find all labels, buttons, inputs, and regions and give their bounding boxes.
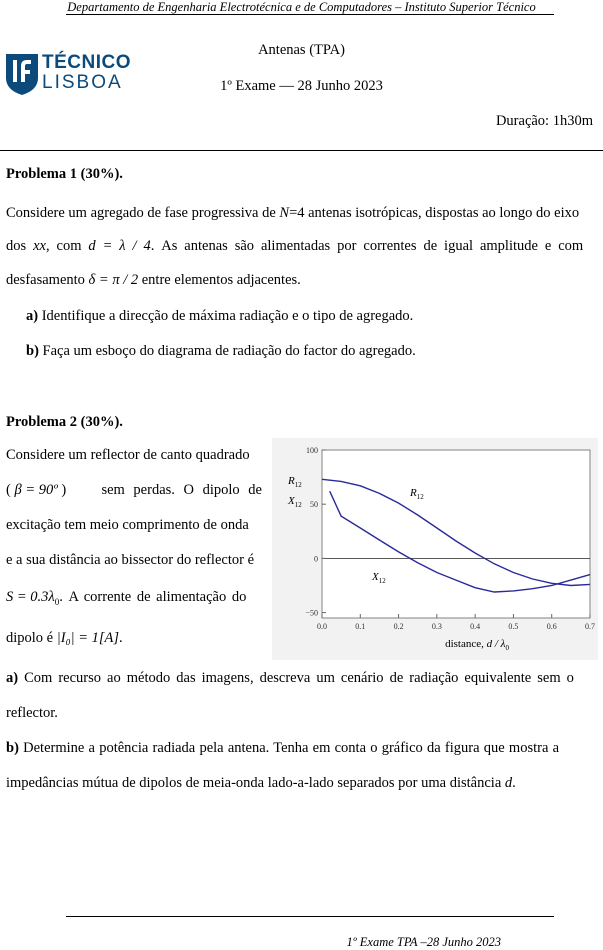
math-d: d <box>504 775 513 791</box>
inline-label-x12: $X_{12}$ <box>372 571 386 585</box>
problem2-line2 <box>6 482 262 499</box>
math-eq: =4 <box>289 205 305 221</box>
item-label: a) <box>26 308 39 324</box>
x-tick-label: 0.7 <box>585 622 595 631</box>
text: desfasamento <box>6 272 89 288</box>
footer-rule <box>66 916 554 917</box>
logo-line2: LISBOA <box>42 72 123 93</box>
logo-line1: TÉCNICO <box>42 52 131 73</box>
math-I0: |I₀| = 1[A] <box>56 630 120 646</box>
problem1-line2 <box>6 238 598 255</box>
axis-name: xx <box>33 238 46 254</box>
item-text: Com recurso ao método das imagens, descreva um cenário de radiação equivalente sem o <box>18 670 574 686</box>
item-label: a) <box>6 670 19 686</box>
y-tick-label: 50 <box>310 500 318 510</box>
text: impedâncias mútua de dipolos de meia-onda lado-a-lado separados por uma distância <box>6 775 505 791</box>
math-N: N <box>279 205 290 221</box>
course-title: Antenas (TPA) <box>258 42 345 58</box>
problem2-b-line1 <box>6 740 602 757</box>
text: dipolo é <box>6 630 57 646</box>
y-tick-label: 100 <box>306 446 318 455</box>
math-beta: β = 90º <box>14 482 58 498</box>
text: . A corrente de alimentação do <box>59 589 247 605</box>
math-delta: δ = π / 2 <box>88 272 139 288</box>
text: , com <box>45 238 89 254</box>
math-d: d = λ / 4 <box>88 238 151 254</box>
x-tick-label: 0.2 <box>393 622 404 631</box>
item-text: Identifique a direcção de máxima radiação e o tipo de agregado. <box>38 308 414 324</box>
problem1-b <box>26 343 416 360</box>
problem1-a <box>26 308 413 325</box>
y-tick-label: 0 <box>314 554 318 564</box>
exam-duration: Duração: 1h30m <box>495 113 593 129</box>
title-rule <box>0 150 603 151</box>
y-tick-label: −50 <box>305 608 318 618</box>
problem2-title: Problema 2 (30%). <box>6 414 123 430</box>
text: ( <box>6 482 15 498</box>
text: antenas isotrópicas, dispostas ao longo do eixo <box>304 205 580 221</box>
item-label: b) <box>6 740 19 756</box>
plot-area <box>322 450 590 618</box>
text: sem perdas. O dipolo de <box>101 482 262 498</box>
problem2-line3: excitação tem meio comprimento de onda <box>6 517 249 533</box>
problem2-line4: e a sua distância ao bissector do reflector é <box>6 552 255 568</box>
x-tick-label: 0.0 <box>317 622 327 631</box>
text: . <box>119 630 123 646</box>
problem2-b-line2 <box>6 775 516 792</box>
x-tick-label: 0.3 <box>431 622 442 631</box>
text: Considere um agregado de fase progressiva de <box>6 205 280 221</box>
item-text: Faça um esboço do diagrama de radiação do factor do agregado. <box>38 343 416 359</box>
problem1-title: Problema 1 (30%). <box>6 166 123 182</box>
problem2-a-line2: reflector. <box>6 705 58 721</box>
mutual-impedance-chart <box>272 438 598 660</box>
page-header: Departamento de Engenharia Electrotécnica e de Computadores – Instituto Superior Técnico <box>67 0 536 14</box>
text: . <box>512 775 516 791</box>
legend-x12: $X_{12}$ <box>288 495 302 509</box>
legend-r12: $R_{12}$ <box>288 475 302 489</box>
item-label: b) <box>26 343 39 359</box>
page-footer: 1º Exame TPA –28 Junho 2023 <box>346 935 501 949</box>
header-rule <box>66 14 554 15</box>
exam-session: 1º Exame — 28 Junho 2023 <box>220 78 383 94</box>
text: ) <box>57 482 67 498</box>
text: dos <box>6 238 34 254</box>
text: entre elementos adjacentes. <box>138 272 301 288</box>
problem2-a-line1 <box>6 670 598 687</box>
problem2-line6 <box>6 630 123 647</box>
x-tick-label: 0.1 <box>355 622 366 631</box>
subscript: 0 <box>54 596 60 607</box>
x-tick-label: 0.4 <box>470 622 481 631</box>
problem1-line1 <box>6 205 598 222</box>
problem2-line1: Considere um reflector de canto quadrado <box>6 447 250 463</box>
item-text: Determine a potência radiada pela antena. Tenha em conta o gráfico da figura que mostra a <box>18 740 560 756</box>
problem2-line5 <box>6 589 262 611</box>
inline-label-r12: $R_{12}$ <box>410 487 424 501</box>
x-tick-label: 0.5 <box>508 622 519 631</box>
text: . As antenas são alimentadas por correntes de igual amplitude e com <box>150 238 584 254</box>
x-axis-label: distance, d / $\lambda_0$ <box>445 638 509 652</box>
x-tick-label: 0.6 <box>546 622 557 631</box>
math-S: S = 0.3λ <box>6 589 55 605</box>
problem1-line3 <box>6 272 301 289</box>
